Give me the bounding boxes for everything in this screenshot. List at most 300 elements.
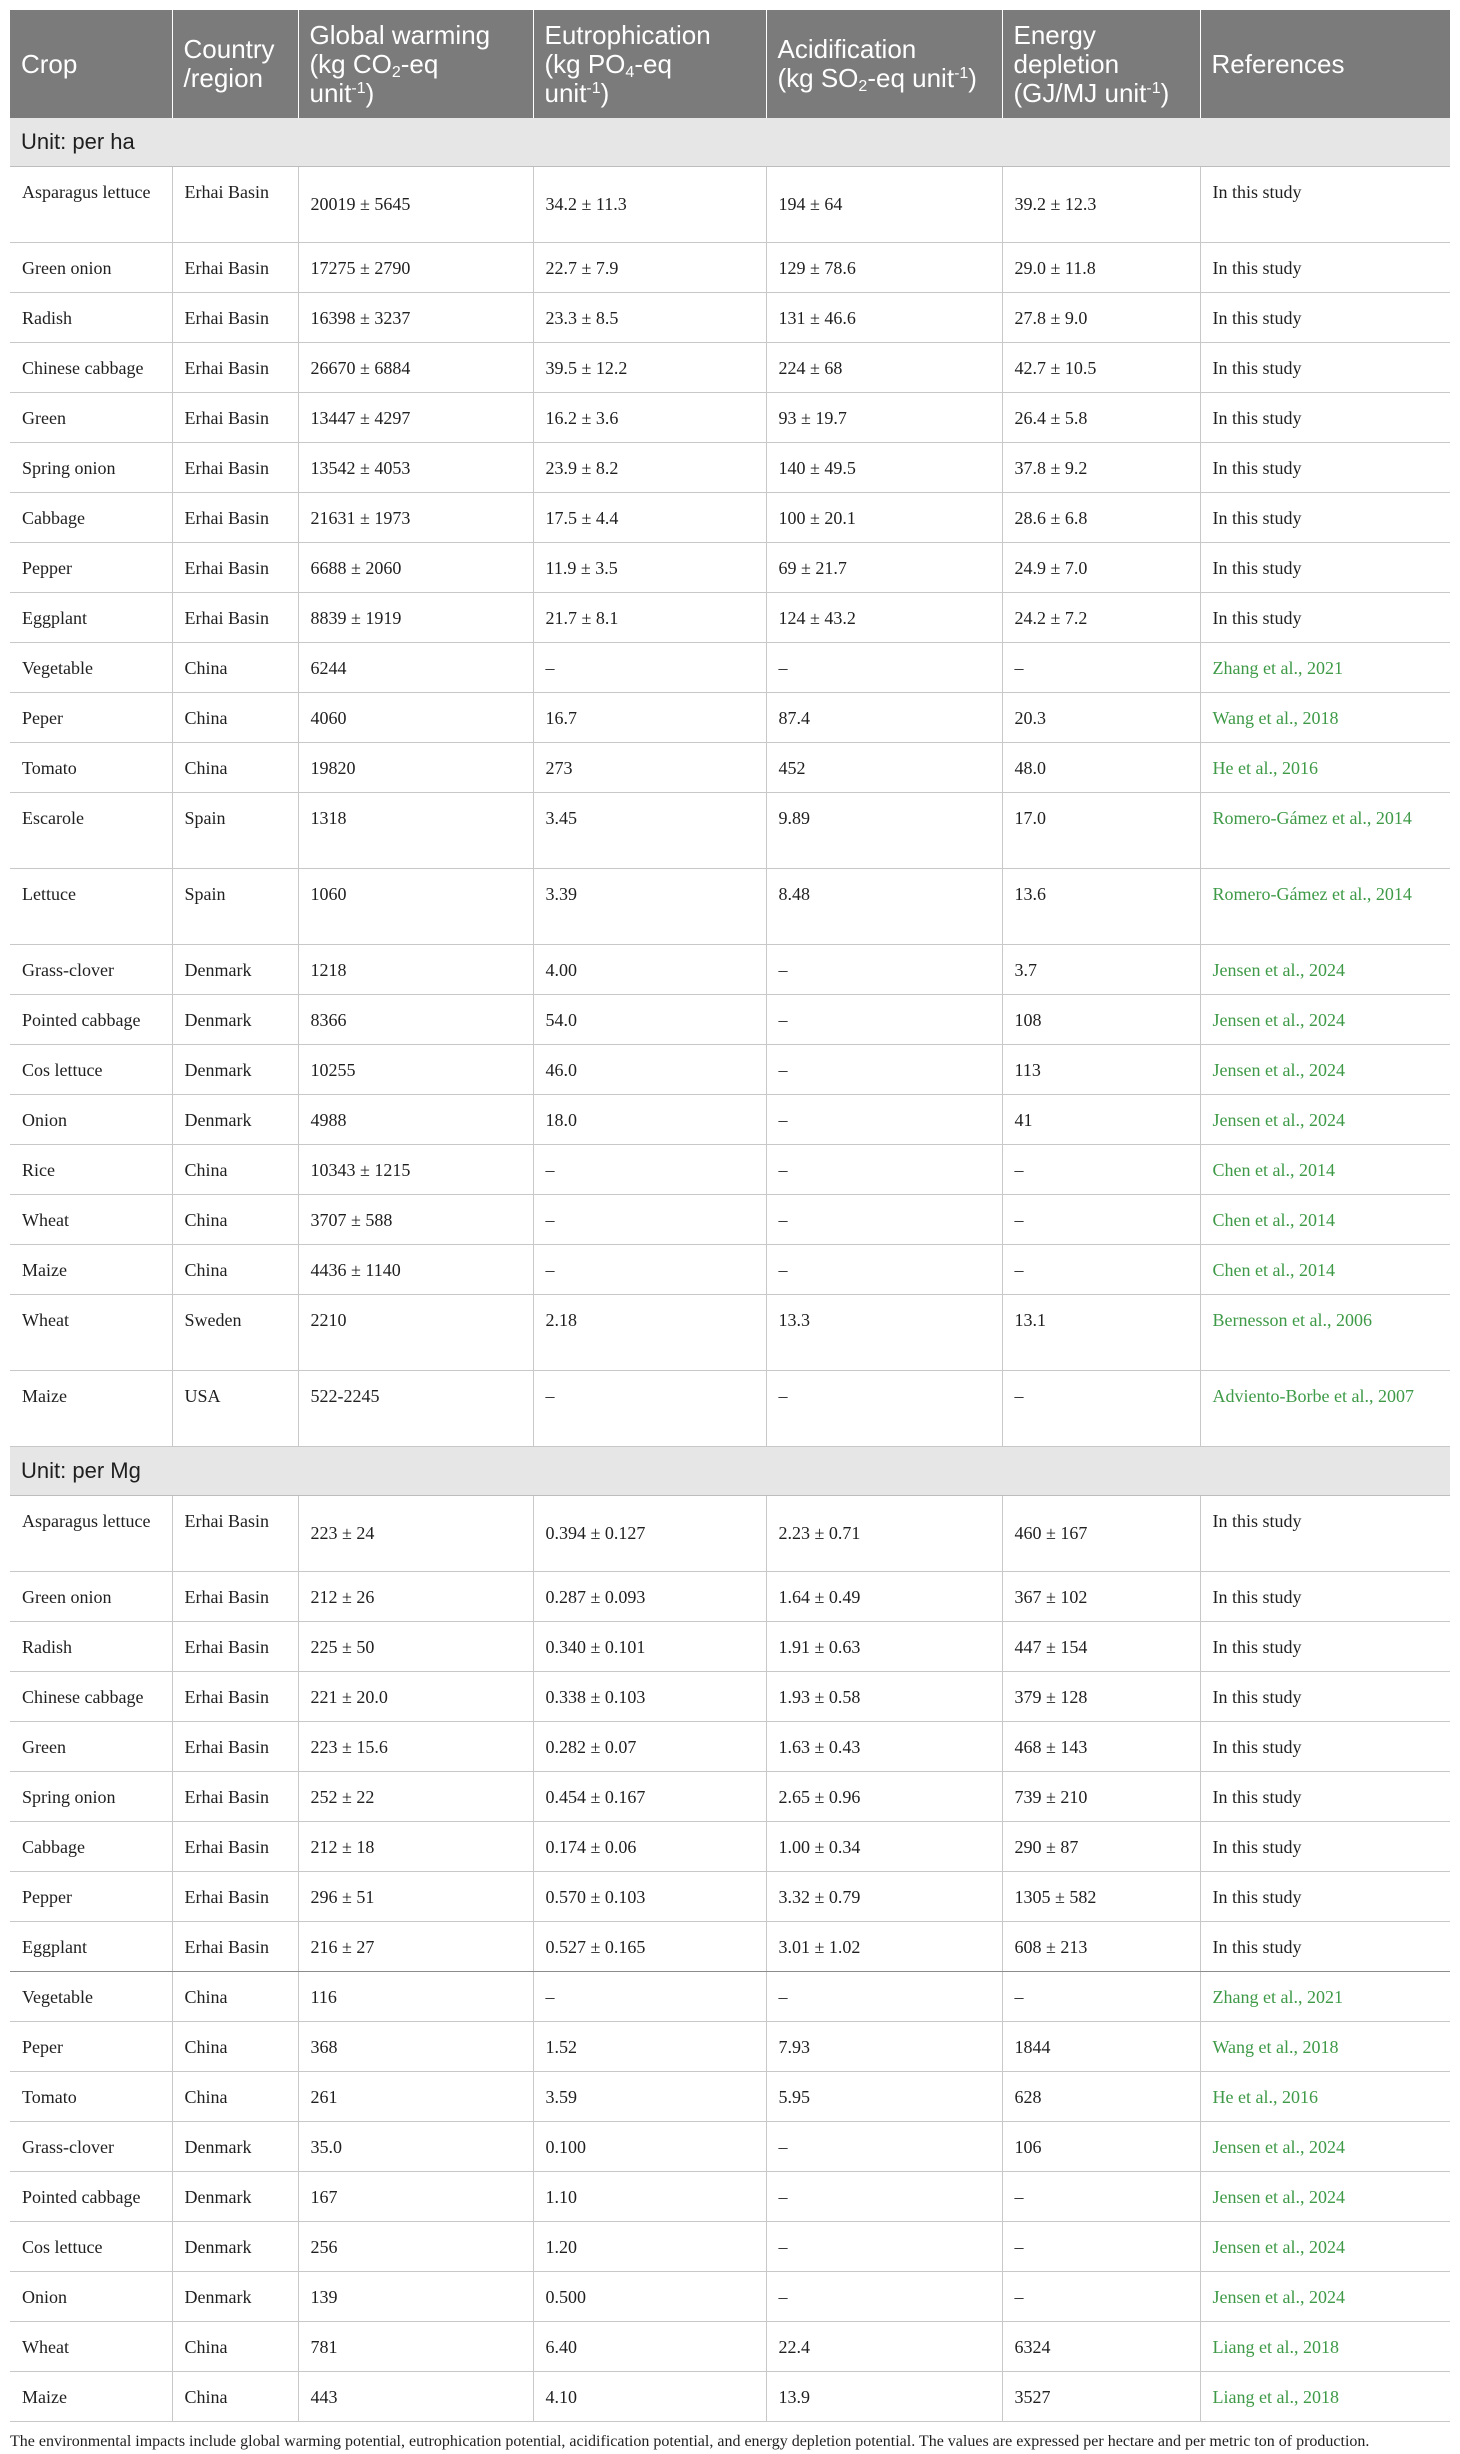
crop-cell: Chinese cabbage <box>10 1672 172 1722</box>
crop-cell: Wheat <box>10 1295 172 1371</box>
global-warming-cell: 6688 ± 2060 <box>298 543 533 593</box>
crop-cell: Peper <box>10 2022 172 2072</box>
table-row <box>10 1245 1450 1295</box>
reference-cell: In this study <box>1200 1572 1450 1622</box>
eutrophication-cell: 18.0 <box>533 1095 766 1145</box>
table-row <box>10 1722 1450 1772</box>
global-warming-cell: 10343 ± 1215 <box>298 1145 533 1195</box>
country-cell: Spain <box>172 793 298 869</box>
eutrophication-cell: 54.0 <box>533 995 766 1045</box>
acidification-cell: 9.89 <box>766 793 1002 869</box>
energy-depletion-cell: 3527 <box>1002 2372 1200 2422</box>
energy-depletion-cell: 628 <box>1002 2072 1200 2122</box>
table-container <box>10 10 1450 2454</box>
reference-cell[interactable]: Wang et al., 2018 <box>1200 693 1450 743</box>
reference-cell: In this study <box>1200 493 1450 543</box>
acidification-cell: 87.4 <box>766 693 1002 743</box>
eutrophication-cell: 1.10 <box>533 2172 766 2222</box>
eutrophication-cell: 3.59 <box>533 2072 766 2122</box>
table-row <box>10 793 1450 869</box>
crop-cell: Green onion <box>10 1572 172 1622</box>
acidification-cell: – <box>766 2222 1002 2272</box>
global-warming-cell: 261 <box>298 2072 533 2122</box>
reference-cell[interactable]: Chen et al., 2014 <box>1200 1145 1450 1195</box>
header-energy-depletion: Energy depletion (GJ/MJ unit$^{-1}$) <box>1002 10 1200 118</box>
country-cell: Erhai Basin <box>172 1772 298 1822</box>
environmental-impact-table <box>10 10 1450 2422</box>
country-cell: China <box>172 1245 298 1295</box>
table-body <box>10 118 1450 2422</box>
country-cell: Denmark <box>172 2122 298 2172</box>
table-row <box>10 1045 1450 1095</box>
acidification-cell: – <box>766 643 1002 693</box>
reference-cell: In this study <box>1200 1822 1450 1872</box>
global-warming-cell: 223 ± 15.6 <box>298 1722 533 1772</box>
country-cell: Denmark <box>172 945 298 995</box>
global-warming-cell: 252 ± 22 <box>298 1772 533 1822</box>
crop-cell: Pointed cabbage <box>10 995 172 1045</box>
global-warming-cell: 223 ± 24 <box>298 1496 533 1572</box>
country-cell: Denmark <box>172 1045 298 1095</box>
country-cell: Erhai Basin <box>172 543 298 593</box>
acidification-cell: 124 ± 43.2 <box>766 593 1002 643</box>
reference-cell[interactable]: Chen et al., 2014 <box>1200 1245 1450 1295</box>
table-row <box>10 945 1450 995</box>
country-cell: Erhai Basin <box>172 1922 298 1972</box>
country-cell: China <box>172 1145 298 1195</box>
energy-depletion-cell: 39.2 ± 12.3 <box>1002 167 1200 243</box>
table-row <box>10 493 1450 543</box>
country-cell: Erhai Basin <box>172 1672 298 1722</box>
country-cell: Erhai Basin <box>172 1622 298 1672</box>
reference-cell: In this study <box>1200 167 1450 243</box>
header-crop: Crop <box>10 10 172 118</box>
table-row <box>10 1672 1450 1722</box>
energy-depletion-cell: 37.8 ± 9.2 <box>1002 443 1200 493</box>
table-footnote: The environmental impacts include global warming potential, eutrophication potential, acidification potential, and energy depletion potential. The values are expressed per hectare and per metric ton of production. <box>10 2433 1370 2450</box>
acidification-cell: 2.65 ± 0.96 <box>766 1772 1002 1822</box>
eutrophication-cell: 0.570 ± 0.103 <box>533 1872 766 1922</box>
table-row <box>10 243 1450 293</box>
table-row <box>10 643 1450 693</box>
eutrophication-cell: 0.527 ± 0.165 <box>533 1922 766 1972</box>
acidification-cell: – <box>766 945 1002 995</box>
country-cell: China <box>172 2022 298 2072</box>
global-warming-cell: 17275 ± 2790 <box>298 243 533 293</box>
country-cell: China <box>172 2372 298 2422</box>
global-warming-cell: 216 ± 27 <box>298 1922 533 1972</box>
table-row <box>10 343 1450 393</box>
crop-cell: Eggplant <box>10 593 172 643</box>
eutrophication-cell: 46.0 <box>533 1045 766 1095</box>
crop-cell: Wheat <box>10 2322 172 2372</box>
eutrophication-cell: 0.287 ± 0.093 <box>533 1572 766 1622</box>
header-global-warming: Global warming (kg $CO_2-eq$ unit$^{-1}$) <box>298 10 533 118</box>
crop-cell: Maize <box>10 2372 172 2422</box>
reference-cell: In this study <box>1200 1496 1450 1572</box>
reference-cell: In this study <box>1200 293 1450 343</box>
reference-cell[interactable]: He et al., 2016 <box>1200 743 1450 793</box>
country-cell: Spain <box>172 869 298 945</box>
crop-cell: Pepper <box>10 1872 172 1922</box>
eutrophication-cell: 6.40 <box>533 2322 766 2372</box>
table-row <box>10 1872 1450 1922</box>
global-warming-cell: 212 ± 18 <box>298 1822 533 1872</box>
eutrophication-cell: 0.338 ± 0.103 <box>533 1672 766 1722</box>
energy-depletion-cell: 13.6 <box>1002 869 1200 945</box>
crop-cell: Cos lettuce <box>10 2222 172 2272</box>
reference-cell: In this study <box>1200 343 1450 393</box>
global-warming-cell: 6244 <box>298 643 533 693</box>
country-cell: Erhai Basin <box>172 293 298 343</box>
eutrophication-cell: 0.394 ± 0.127 <box>533 1496 766 1572</box>
energy-depletion-cell: – <box>1002 2222 1200 2272</box>
reference-cell[interactable]: Chen et al., 2014 <box>1200 1195 1450 1245</box>
crop-cell: Eggplant <box>10 1922 172 1972</box>
country-cell: Erhai Basin <box>172 1496 298 1572</box>
reference-cell[interactable]: Adviento-Borbe et al., 2007 <box>1200 1371 1450 1447</box>
global-warming-cell: 13447 ± 4297 <box>298 393 533 443</box>
reference-cell[interactable]: Romero-Gámez et al., 2014 <box>1200 793 1450 869</box>
eutrophication-cell: 0.100 <box>533 2122 766 2172</box>
energy-depletion-cell: 379 ± 128 <box>1002 1672 1200 1722</box>
global-warming-cell: 296 ± 51 <box>298 1872 533 1922</box>
acidification-cell: 8.48 <box>766 869 1002 945</box>
reference-cell[interactable]: Bernesson et al., 2006 <box>1200 1295 1450 1371</box>
eutrophication-cell: 39.5 ± 12.2 <box>533 343 766 393</box>
table-row <box>10 1772 1450 1822</box>
header-eutrophication: Eutrophication (kg $PO_4-eq$ unit$^{-1}$) <box>533 10 766 118</box>
table-row <box>10 1145 1450 1195</box>
acidification-cell: 1.93 ± 0.58 <box>766 1672 1002 1722</box>
country-cell: USA <box>172 1371 298 1447</box>
acidification-cell: 224 ± 68 <box>766 343 1002 393</box>
global-warming-cell: 221 ± 20.0 <box>298 1672 533 1722</box>
country-cell: Erhai Basin <box>172 1722 298 1772</box>
eutrophication-cell: – <box>533 1145 766 1195</box>
country-cell: Denmark <box>172 2172 298 2222</box>
crop-cell: Pepper <box>10 543 172 593</box>
table-row <box>10 1095 1450 1145</box>
acidification-cell: 3.32 ± 0.79 <box>766 1872 1002 1922</box>
crop-cell: Wheat <box>10 1195 172 1245</box>
energy-depletion-cell: 28.6 ± 6.8 <box>1002 493 1200 543</box>
reference-cell[interactable]: Liang et al., 2018 <box>1200 2372 1450 2422</box>
eutrophication-cell: 17.5 ± 4.4 <box>533 493 766 543</box>
crop-cell: Radish <box>10 1622 172 1672</box>
country-cell: Erhai Basin <box>172 593 298 643</box>
energy-depletion-cell: 460 ± 167 <box>1002 1496 1200 1572</box>
energy-depletion-cell: 41 <box>1002 1095 1200 1145</box>
table-row <box>10 593 1450 643</box>
eutrophication-cell: – <box>533 1245 766 1295</box>
reference-cell[interactable]: Jensen et al., 2024 <box>1200 2172 1450 2222</box>
acidification-cell: 194 ± 64 <box>766 167 1002 243</box>
global-warming-cell: 2210 <box>298 1295 533 1371</box>
country-cell: Denmark <box>172 2272 298 2322</box>
energy-depletion-cell: 1844 <box>1002 2022 1200 2072</box>
reference-cell: In this study <box>1200 1872 1450 1922</box>
table-row <box>10 1972 1450 2022</box>
acidification-cell: – <box>766 2272 1002 2322</box>
acidification-cell: 452 <box>766 743 1002 793</box>
global-warming-cell: 26670 ± 6884 <box>298 343 533 393</box>
reference-cell[interactable]: Jensen et al., 2024 <box>1200 1045 1450 1095</box>
global-warming-cell: 35.0 <box>298 2122 533 2172</box>
energy-depletion-cell: 17.0 <box>1002 793 1200 869</box>
crop-cell: Chinese cabbage <box>10 343 172 393</box>
global-warming-cell: 522-2245 <box>298 1371 533 1447</box>
acidification-cell: 2.23 ± 0.71 <box>766 1496 1002 1572</box>
energy-depletion-cell: 739 ± 210 <box>1002 1772 1200 1822</box>
reference-cell[interactable]: Jensen et al., 2024 <box>1200 1095 1450 1145</box>
reference-cell: In this study <box>1200 1672 1450 1722</box>
table-row <box>10 1622 1450 1672</box>
table-row <box>10 1195 1450 1245</box>
energy-depletion-cell: 3.7 <box>1002 945 1200 995</box>
energy-depletion-cell: – <box>1002 2272 1200 2322</box>
acidification-cell: 131 ± 46.6 <box>766 293 1002 343</box>
reference-cell[interactable]: Wang et al., 2018 <box>1200 2022 1450 2072</box>
acidification-cell: – <box>766 1145 1002 1195</box>
table-row <box>10 1371 1450 1447</box>
reference-cell[interactable]: Jensen et al., 2024 <box>1200 995 1450 1045</box>
country-cell: Erhai Basin <box>172 243 298 293</box>
reference-cell[interactable]: Zhang et al., 2021 <box>1200 1972 1450 2022</box>
table-row <box>10 167 1450 243</box>
global-warming-cell: 212 ± 26 <box>298 1572 533 1622</box>
energy-depletion-cell: 48.0 <box>1002 743 1200 793</box>
table-row <box>10 443 1450 493</box>
crop-cell: Peper <box>10 693 172 743</box>
global-warming-cell: 368 <box>298 2022 533 2072</box>
global-warming-cell: 19820 <box>298 743 533 793</box>
energy-depletion-cell: 42.7 ± 10.5 <box>1002 343 1200 393</box>
eutrophication-cell: 16.7 <box>533 693 766 743</box>
reference-cell: In this study <box>1200 1722 1450 1772</box>
energy-depletion-cell: 26.4 ± 5.8 <box>1002 393 1200 443</box>
table-row <box>10 995 1450 1045</box>
crop-cell: Maize <box>10 1371 172 1447</box>
crop-cell: Grass-clover <box>10 945 172 995</box>
crop-cell: Onion <box>10 1095 172 1145</box>
reference-cell[interactable]: Zhang et al., 2021 <box>1200 643 1450 693</box>
reference-cell: In this study <box>1200 1622 1450 1672</box>
acidification-cell: – <box>766 2122 1002 2172</box>
crop-cell: Spring onion <box>10 1772 172 1822</box>
energy-depletion-cell: – <box>1002 2172 1200 2222</box>
table-row <box>10 1922 1450 1972</box>
country-cell: China <box>172 693 298 743</box>
energy-depletion-cell: 1305 ± 582 <box>1002 1872 1200 1922</box>
eutrophication-cell: 0.454 ± 0.167 <box>533 1772 766 1822</box>
country-cell: Erhai Basin <box>172 1822 298 1872</box>
reference-cell: In this study <box>1200 443 1450 493</box>
crop-cell: Rice <box>10 1145 172 1195</box>
energy-depletion-cell: – <box>1002 1195 1200 1245</box>
country-cell: Erhai Basin <box>172 493 298 543</box>
table-row <box>10 693 1450 743</box>
eutrophication-cell: – <box>533 1195 766 1245</box>
reference-cell: In this study <box>1200 593 1450 643</box>
global-warming-cell: 116 <box>298 1972 533 2022</box>
country-cell: Denmark <box>172 995 298 1045</box>
reference-cell[interactable]: Jensen et al., 2024 <box>1200 2222 1450 2272</box>
acidification-cell: 1.64 ± 0.49 <box>766 1572 1002 1622</box>
crop-cell: Asparagus lettuce <box>10 167 172 243</box>
global-warming-cell: 781 <box>298 2322 533 2372</box>
global-warming-cell: 443 <box>298 2372 533 2422</box>
energy-depletion-cell: 20.3 <box>1002 693 1200 743</box>
acidification-cell: 5.95 <box>766 2072 1002 2122</box>
energy-depletion-cell: 27.8 ± 9.0 <box>1002 293 1200 343</box>
energy-depletion-cell: 106 <box>1002 2122 1200 2172</box>
crop-cell: Green <box>10 1722 172 1772</box>
global-warming-cell: 1060 <box>298 869 533 945</box>
section-label: Unit: per Mg <box>10 1447 1450 1496</box>
reference-cell[interactable]: Romero-Gámez et al., 2014 <box>1200 869 1450 945</box>
table-row <box>10 2172 1450 2222</box>
eutrophication-cell: 3.45 <box>533 793 766 869</box>
table-row <box>10 1822 1450 1872</box>
crop-cell: Cabbage <box>10 493 172 543</box>
country-cell: China <box>172 1972 298 2022</box>
crop-cell: Vegetable <box>10 643 172 693</box>
eutrophication-cell: 23.3 ± 8.5 <box>533 293 766 343</box>
table-row <box>10 743 1450 793</box>
reference-cell[interactable]: Jensen et al., 2024 <box>1200 945 1450 995</box>
country-cell: China <box>172 1195 298 1245</box>
country-cell: China <box>172 2322 298 2372</box>
acidification-cell: 13.9 <box>766 2372 1002 2422</box>
acidification-cell: 1.91 ± 0.63 <box>766 1622 1002 1672</box>
energy-depletion-cell: – <box>1002 1371 1200 1447</box>
reference-cell[interactable]: Jensen et al., 2024 <box>1200 2272 1450 2322</box>
crop-cell: Lettuce <box>10 869 172 945</box>
header-country: Country /region <box>172 10 298 118</box>
eutrophication-cell: – <box>533 1972 766 2022</box>
table-row <box>10 393 1450 443</box>
energy-depletion-cell: 13.1 <box>1002 1295 1200 1371</box>
acidification-cell: 140 ± 49.5 <box>766 443 1002 493</box>
global-warming-cell: 256 <box>298 2222 533 2272</box>
table-row <box>10 869 1450 945</box>
eutrophication-cell: 1.20 <box>533 2222 766 2272</box>
global-warming-cell: 4988 <box>298 1095 533 1145</box>
table-row <box>10 2072 1450 2122</box>
table-row <box>10 1295 1450 1371</box>
energy-depletion-cell: 24.9 ± 7.0 <box>1002 543 1200 593</box>
energy-depletion-cell: – <box>1002 643 1200 693</box>
crop-cell: Cos lettuce <box>10 1045 172 1095</box>
reference-cell: In this study <box>1200 1922 1450 1972</box>
eutrophication-cell: 4.10 <box>533 2372 766 2422</box>
global-warming-cell: 139 <box>298 2272 533 2322</box>
energy-depletion-cell: 608 ± 213 <box>1002 1922 1200 1972</box>
global-warming-cell: 8366 <box>298 995 533 1045</box>
acidification-cell: – <box>766 1045 1002 1095</box>
reference-cell[interactable]: Jensen et al., 2024 <box>1200 2122 1450 2172</box>
table-row <box>10 2372 1450 2422</box>
crop-cell: Grass-clover <box>10 2122 172 2172</box>
country-cell: China <box>172 743 298 793</box>
acidification-cell: 69 ± 21.7 <box>766 543 1002 593</box>
acidification-cell: 22.4 <box>766 2322 1002 2372</box>
acidification-cell: 129 ± 78.6 <box>766 243 1002 293</box>
global-warming-cell: 167 <box>298 2172 533 2222</box>
reference-cell: In this study <box>1200 543 1450 593</box>
crop-cell: Cabbage <box>10 1822 172 1872</box>
energy-depletion-cell: – <box>1002 1972 1200 2022</box>
global-warming-cell: 4436 ± 1140 <box>298 1245 533 1295</box>
global-warming-cell: 16398 ± 3237 <box>298 293 533 343</box>
energy-depletion-cell: 367 ± 102 <box>1002 1572 1200 1622</box>
section-row <box>10 118 1450 167</box>
eutrophication-cell: 1.52 <box>533 2022 766 2072</box>
energy-depletion-cell: 29.0 ± 11.8 <box>1002 243 1200 293</box>
country-cell: Denmark <box>172 1095 298 1145</box>
energy-depletion-cell: 108 <box>1002 995 1200 1045</box>
energy-depletion-cell: – <box>1002 1245 1200 1295</box>
acidification-cell: 3.01 ± 1.02 <box>766 1922 1002 1972</box>
global-warming-cell: 3707 ± 588 <box>298 1195 533 1245</box>
reference-cell[interactable]: He et al., 2016 <box>1200 2072 1450 2122</box>
energy-depletion-cell: 447 ± 154 <box>1002 1622 1200 1672</box>
crop-cell: Asparagus lettuce <box>10 1496 172 1572</box>
acidification-cell: 1.00 ± 0.34 <box>766 1822 1002 1872</box>
eutrophication-cell: 16.2 ± 3.6 <box>533 393 766 443</box>
global-warming-cell: 20019 ± 5645 <box>298 167 533 243</box>
eutrophication-cell: 21.7 ± 8.1 <box>533 593 766 643</box>
acidification-cell: 1.63 ± 0.43 <box>766 1722 1002 1772</box>
crop-cell: Pointed cabbage <box>10 2172 172 2222</box>
global-warming-cell: 1218 <box>298 945 533 995</box>
crop-cell: Maize <box>10 1245 172 1295</box>
crop-cell: Escarole <box>10 793 172 869</box>
energy-depletion-cell: 468 ± 143 <box>1002 1722 1200 1772</box>
global-warming-cell: 4060 <box>298 693 533 743</box>
acidification-cell: – <box>766 1195 1002 1245</box>
reference-cell[interactable]: Liang et al., 2018 <box>1200 2322 1450 2372</box>
table-row <box>10 1572 1450 1622</box>
eutrophication-cell: 23.9 ± 8.2 <box>533 443 766 493</box>
global-warming-cell: 8839 ± 1919 <box>298 593 533 643</box>
acidification-cell: – <box>766 1095 1002 1145</box>
crop-cell: Spring onion <box>10 443 172 493</box>
acidification-cell: – <box>766 995 1002 1045</box>
crop-cell: Green <box>10 393 172 443</box>
table-row <box>10 2272 1450 2322</box>
country-cell: Denmark <box>172 2222 298 2272</box>
country-cell: Erhai Basin <box>172 1572 298 1622</box>
eutrophication-cell: 34.2 ± 11.3 <box>533 167 766 243</box>
acidification-cell: 93 ± 19.7 <box>766 393 1002 443</box>
energy-depletion-cell: – <box>1002 1145 1200 1195</box>
eutrophication-cell: 273 <box>533 743 766 793</box>
acidification-cell: – <box>766 1972 1002 2022</box>
eutrophication-cell: – <box>533 1371 766 1447</box>
table-row <box>10 1496 1450 1572</box>
crop-cell: Vegetable <box>10 1972 172 2022</box>
eutrophication-cell: 0.340 ± 0.101 <box>533 1622 766 1672</box>
country-cell: China <box>172 643 298 693</box>
acidification-cell: – <box>766 1245 1002 1295</box>
crop-cell: Tomato <box>10 2072 172 2122</box>
eutrophication-cell: 0.282 ± 0.07 <box>533 1722 766 1772</box>
country-cell: Erhai Basin <box>172 167 298 243</box>
header-acidification: Acidification (kg $SO_2-eq$ unit$^{-1}$) <box>766 10 1002 118</box>
country-cell: Sweden <box>172 1295 298 1371</box>
